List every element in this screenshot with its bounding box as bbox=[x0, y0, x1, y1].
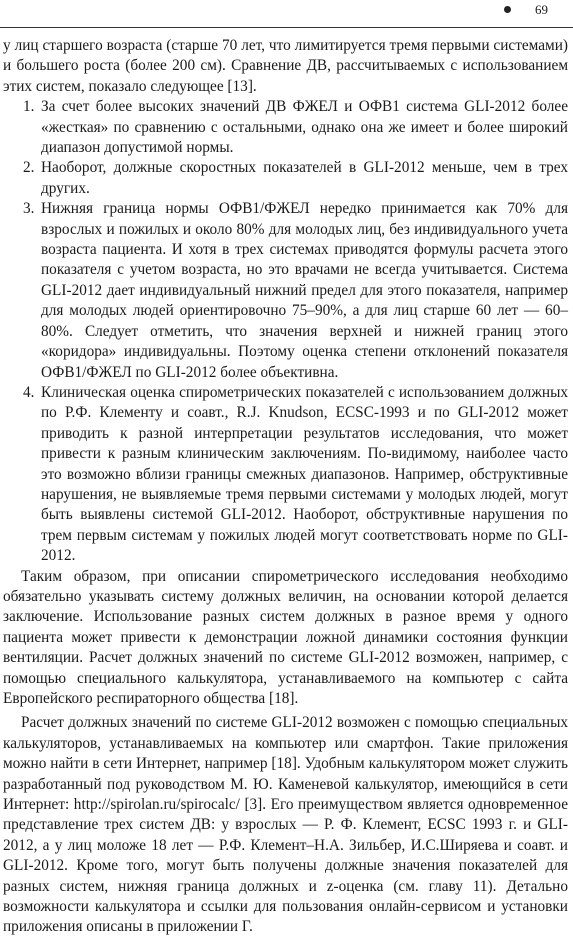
list-item-number: 1. bbox=[23, 98, 35, 116]
list-item bbox=[3, 97, 568, 158]
body-text bbox=[3, 36, 568, 938]
list-item bbox=[3, 199, 568, 383]
list-item-number: 3. bbox=[23, 200, 35, 218]
conclusion-paragraph: Таким образом, при описании спирометрического исследования необходимо обязательно указывать систему должных величин, на основании которой делается заключение. Использование разных систем должных в разное время у одного пациента может привести к демонстрации ложной динамики состояния функции вентиляции. Расчет должных значений по системе GLI-2012 возможен, например, с помощью специального калькулятора, устанавливаемого на компьютер с сайта Европейского респираторного общества [18]. bbox=[3, 567, 568, 707]
list-item bbox=[3, 158, 568, 199]
running-header bbox=[0, 0, 573, 22]
intro-paragraph: у лиц старшего возраста (старше 70 лет, что лимитируется тремя первыми системами) и большего роста (более 200 см). Сравнение ДВ, рассчитываемых с использованием этих систем, показало следующее [13]. bbox=[3, 37, 568, 95]
header-rule bbox=[0, 27, 573, 28]
list-item-text: Наоборот, должные скоростных показателей в GLI-2012 меньше, чем в трех других. bbox=[41, 159, 568, 197]
list-item bbox=[3, 383, 568, 567]
comparison-list bbox=[3, 97, 568, 566]
list-item-text: Клиническая оценка спирометрических показателей с использованием должных по Р.Ф. Клементу и соавт., R.J. Knudson, ECSC-1993 и по GLI-2012 может приводить к разной интерпретации результатов исследования, что может привести к разным клиническим заключениям. По-видимому, наиболее часто это возможно вблизи границы смежных диапазонов. Например, обструктивные нарушения, не выявляемые тремя первыми системами у молодых людей, могут быть выявлены системой GLI-2012. Наоборот, обструктивные нарушения по трем первым системам у пожилых людей могут соответствовать норме по GLI-2012. bbox=[41, 383, 568, 565]
list-item-number: 2. bbox=[23, 159, 35, 177]
list-item-text: Нижняя граница нормы ОФВ1/ФЖЕЛ нередко принимается как 70% для взрослых и пожилых и около 80% для молодых лиц, без индивидуального учета возраста пациента. И хотя в трех системах приводятся формулы расчета этого показателя с учетом возраста, но это врачами не всегда учитывается. Система GLI-2012 дает индивидуальный нижний предел для этого показателя, например для молодых людей ориентировочно 75–90%, а для лиц старше 60 лет — 60–80%. Следует отметить, что значения верхней и нижней границ этого «коридора» индивидуальны. Поэтому оценка степени отклонений показателя ОФВ1/ФЖЕЛ по GLI-2012 более объективна. bbox=[41, 200, 568, 381]
page-number: 69 bbox=[535, 2, 548, 17]
list-item-text: За счет более высоких значений ДВ ФЖЕЛ и ОФВ1 система GLI-2012 более «жесткая» по сравнению с остальными, однако она же имеет и более широкий диапазон допустимой нормы. bbox=[41, 98, 568, 157]
bullet-icon bbox=[504, 6, 511, 13]
calculator-paragraph: Расчет должных значений по системе GLI-2012 возможен с помощью специальных калькуляторов, устанавливаемых на компьютер или смартфон. Такие приложения можно найти в сети Интернет, например [18]. Удобным калькулятором может служить разработанный под руководством М. Ю. Каменевой калькулятор, имеющийся в сети Интернет: http://spirolan.ru/spirocalc/ [3]. Его преимуществом является одновременное представление трех систем ДВ: у взрослых — Р. Ф. Клемент, ECSC 1993 г. и GLI-2012, а у лиц моложе 18 лет — Р.Ф. Клемент–Н.А. Зильбер, И.С.Ширяева и соавт. и GLI-2012. Кроме того, могут быть получены должные значения показателей для разных систем, нижняя граница должных и z-оценка (см. главу 11). Детально возможности калькулятора и ссылки для пользования онлайн-сервисом и установки приложения описаны в приложении Г. bbox=[3, 714, 568, 936]
list-item-number: 4. bbox=[23, 383, 35, 401]
